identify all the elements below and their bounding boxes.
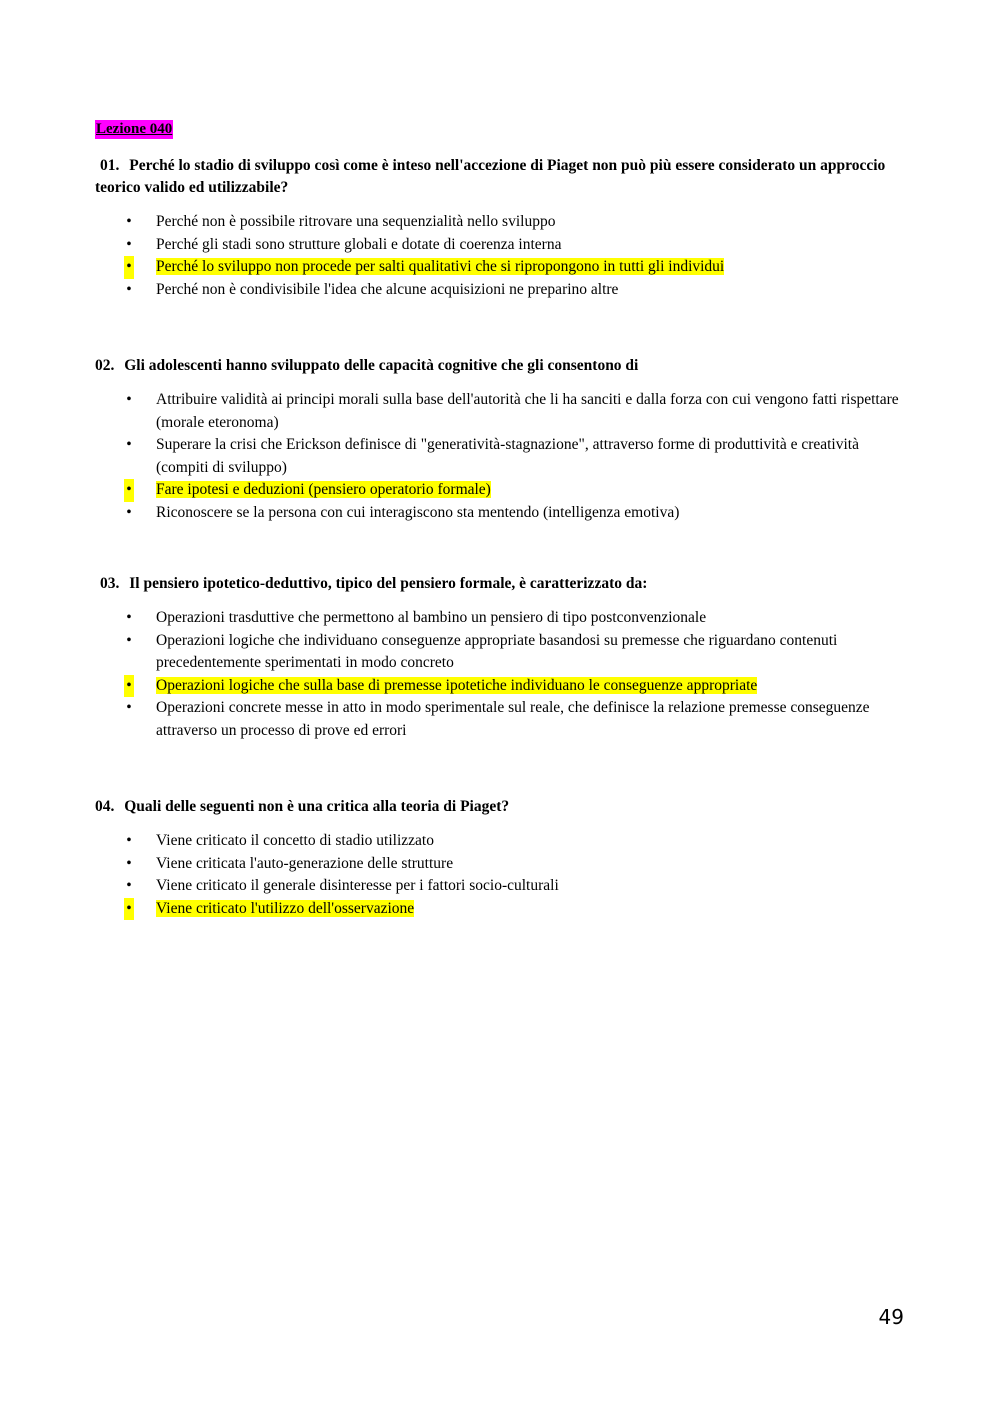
question-text xyxy=(95,573,900,595)
option-text: Viene criticato il concetto di stadio utilizzato xyxy=(156,832,434,849)
option-item xyxy=(95,630,900,675)
bullet-icon: • xyxy=(126,280,132,298)
bullet-icon: • xyxy=(126,391,132,408)
option-text: Operazioni logiche che sulla base di premesse ipotetiche individuano le conseguenze appropriate xyxy=(156,676,758,694)
option-item xyxy=(95,434,900,479)
option-text: Superare la crisi che Erickson definisce di "generatività-stagnazione", attraverso forme di produttività e creatività (compiti di sviluppo) xyxy=(156,436,859,476)
bullet-icon: • xyxy=(126,631,132,649)
question-prompt: Perché lo stadio di sviluppo così come è inteso nell'accezione di Piaget non può più essere considerato un approccio teorico valido ed utilizzabile? xyxy=(95,157,886,196)
bullet-icon: • xyxy=(126,877,132,894)
option-text: Viene criticata l'auto-generazione delle strutture xyxy=(156,854,454,872)
question-number: 01. xyxy=(100,157,120,174)
option-text: Perché gli stadi sono strutture globali e dotate di coerenza interna xyxy=(156,235,562,253)
page-number: 49 xyxy=(878,1305,904,1329)
question-number: 02. xyxy=(95,357,115,374)
question-04 xyxy=(95,796,900,920)
option-item xyxy=(95,697,900,742)
option-item-correct xyxy=(95,675,900,698)
option-item xyxy=(95,234,900,257)
option-item xyxy=(95,830,900,853)
bullet-icon: • xyxy=(124,479,134,502)
option-text: Viene criticato l'utilizzo dell'osservazione xyxy=(156,899,415,917)
option-item-correct xyxy=(95,256,900,279)
bullet-icon: • xyxy=(124,675,134,698)
option-item xyxy=(95,853,900,876)
option-item xyxy=(95,875,900,898)
bullet-icon: • xyxy=(126,832,132,849)
option-item xyxy=(95,607,900,630)
question-02 xyxy=(95,355,900,524)
option-text: Attribuire validità ai principi morali sulla base dell'autorità che li ha sanciti e dalla forza con cui vengono fatti rispettare (morale eteronoma) xyxy=(156,391,899,431)
option-text: Fare ipotesi e deduzioni (pensiero operatorio formale) xyxy=(156,481,491,498)
bullet-icon: • xyxy=(126,235,132,253)
option-item-correct xyxy=(95,898,900,921)
bullet-icon: • xyxy=(124,898,134,921)
option-item-correct xyxy=(95,479,900,502)
question-number: 03. xyxy=(100,575,120,592)
bullet-icon: • xyxy=(126,503,132,521)
question-03 xyxy=(95,573,900,742)
bullet-icon: • xyxy=(126,854,132,872)
option-item xyxy=(95,279,900,302)
question-prompt: Il pensiero ipotetico-deduttivo, tipico del pensiero formale, è caratterizzato da: xyxy=(129,575,648,592)
options-list xyxy=(95,607,900,742)
option-item xyxy=(95,389,900,434)
question-prompt: Gli adolescenti hanno sviluppato delle capacità cognitive che gli consentono di xyxy=(124,357,639,374)
option-item xyxy=(95,502,900,525)
bullet-icon: • xyxy=(126,609,132,626)
option-text: Operazioni concrete messe in atto in modo sperimentale sul reale, che definisce la relazione premesse conseguenze attraverso un processo di prove ed errori xyxy=(156,699,870,739)
option-text: Perché non è condivisibile l'idea che alcune acquisizioni ne preparino altre xyxy=(156,280,619,298)
option-text: Perché lo sviluppo non procede per salti qualitativi che si ripropongono in tutti gli individui xyxy=(156,258,725,275)
option-text: Operazioni logiche che individuano conseguenze appropriate basandosi su premesse che riguardano contenuti precedentemente sperimentati in modo concreto xyxy=(156,631,838,671)
question-number: 04. xyxy=(95,798,115,815)
question-text xyxy=(95,355,900,377)
lesson-title: Lezione 040 xyxy=(96,121,173,137)
question-prompt: Quali delle seguenti non è una critica alla teoria di Piaget? xyxy=(124,798,510,815)
bullet-icon: • xyxy=(124,256,134,279)
bullet-icon: • xyxy=(126,436,132,453)
bullet-icon: • xyxy=(126,213,132,230)
question-text xyxy=(95,796,900,818)
option-text: Viene criticato il generale disinteresse per i fattori socio-culturali xyxy=(156,877,559,894)
option-item xyxy=(95,211,900,234)
options-list xyxy=(95,830,900,920)
option-text: Riconoscere se la persona con cui interagiscono sta mentendo (intelligenza emotiva) xyxy=(156,503,680,521)
option-text: Perché non è possibile ritrovare una sequenzialità nello sviluppo xyxy=(156,213,556,230)
options-list xyxy=(95,389,900,524)
question-01 xyxy=(95,155,900,301)
question-text xyxy=(95,155,900,199)
option-text: Operazioni trasduttive che permettono al bambino un pensiero di tipo postconvenzionale xyxy=(156,609,707,626)
bullet-icon: • xyxy=(126,699,132,716)
options-list xyxy=(95,211,900,301)
